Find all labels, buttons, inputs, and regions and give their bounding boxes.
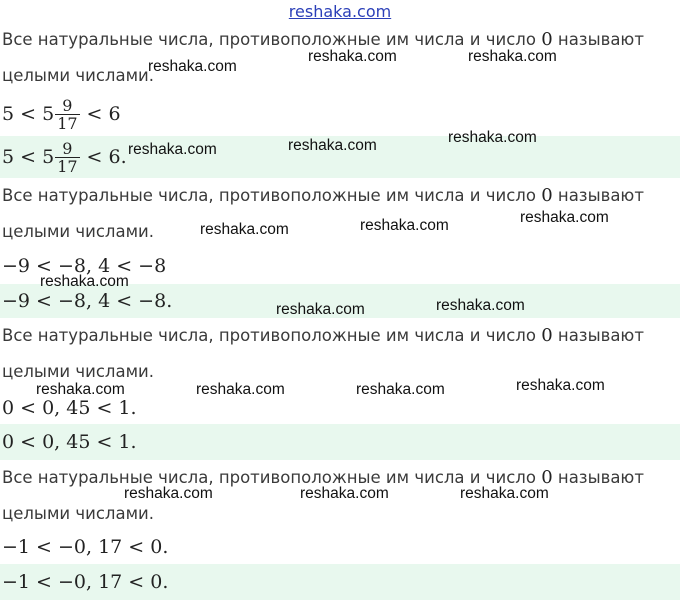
watermark: reshaka.com <box>356 381 445 398</box>
watermark: reshaka.com <box>196 381 285 398</box>
definition-line-1: Все натуральные числа, противоположные им числа и число 0 называют <box>2 325 644 346</box>
definition-line-2: целыми числами. <box>2 222 154 241</box>
expression: 0 < 0, 45 < 1. <box>2 397 137 419</box>
definition-line-2: целыми числами. <box>2 66 154 85</box>
expression: 5 < 5 $\frac{9}{17}$ < 6 <box>2 95 121 133</box>
watermark: reshaka.com <box>468 48 557 65</box>
definition-line-2: целыми числами. <box>2 504 154 523</box>
definition-line-2: целыми числами. <box>2 362 154 381</box>
watermark: reshaka.com <box>148 58 237 75</box>
site-logo-link[interactable]: reshaka.com <box>288 2 392 21</box>
watermark: reshaka.com <box>36 381 125 398</box>
fraction: $\frac{9}{17}$ <box>57 95 78 133</box>
watermark: reshaka.com <box>40 273 129 290</box>
answer-expression: −1 < −0, 17 < 0. <box>2 571 169 593</box>
watermark: reshaka.com <box>360 217 449 234</box>
watermark: reshaka.com <box>436 297 525 314</box>
watermark: reshaka.com <box>448 129 537 146</box>
answer-expression: 0 < 0, 45 < 1. <box>2 431 137 453</box>
watermark: reshaka.com <box>276 301 365 318</box>
watermark: reshaka.com <box>288 137 377 154</box>
fraction: $\frac{9}{17}$ <box>57 138 78 176</box>
watermark: reshaka.com <box>300 485 389 502</box>
watermark: reshaka.com <box>308 48 397 65</box>
answer-expression: 5 < 5 $\frac{9}{17}$ < 6. <box>2 138 127 176</box>
watermark: reshaka.com <box>460 485 549 502</box>
definition-line-1: Все натуральные числа, противоположные им числа и число 0 называют <box>2 467 644 488</box>
watermark: reshaka.com <box>128 141 217 158</box>
definition-line-1: Все натуральные числа, противоположные им числа и число 0 называют <box>2 185 644 206</box>
expression: −9 < −8, 4 < −8 <box>2 255 167 277</box>
expression: −1 < −0, 17 < 0. <box>2 536 169 558</box>
definition-line-1: Все натуральные числа, противоположные им числа и число 0 называют <box>2 29 644 50</box>
watermark: reshaka.com <box>124 485 213 502</box>
answer-expression: −9 < −8, 4 < −8. <box>2 290 173 312</box>
watermark: reshaka.com <box>520 209 609 226</box>
watermark: reshaka.com <box>516 377 605 394</box>
watermark: reshaka.com <box>200 221 289 238</box>
